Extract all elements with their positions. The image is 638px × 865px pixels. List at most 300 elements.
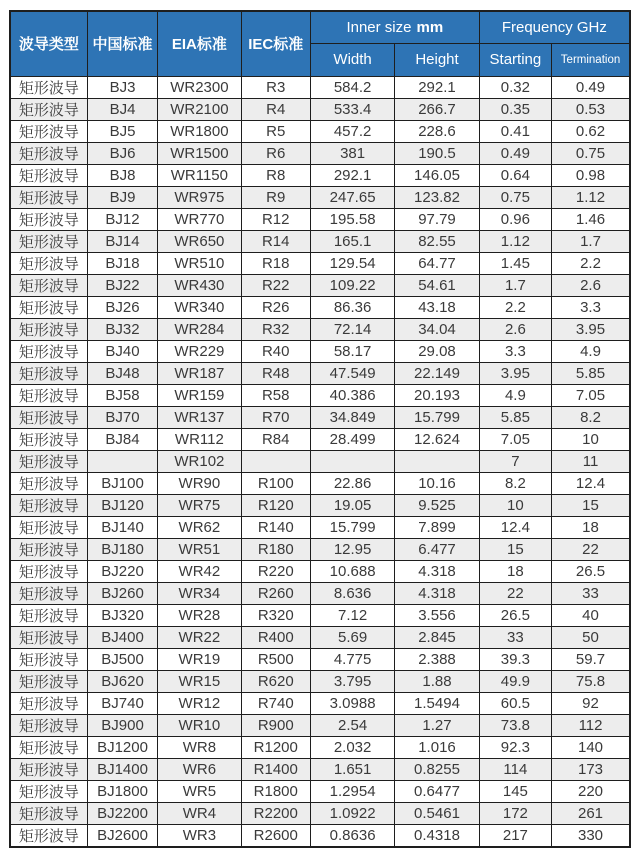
- table-cell: R32: [241, 318, 310, 340]
- table-cell: WR5: [158, 780, 241, 802]
- table-cell: 2.6: [552, 274, 630, 296]
- table-cell: 4.9: [479, 384, 551, 406]
- table-cell: 1.016: [395, 736, 479, 758]
- table-cell: 39.3: [479, 648, 551, 670]
- table-cell: 0.32: [479, 76, 551, 98]
- table-cell: [310, 450, 394, 472]
- table-cell: 145: [479, 780, 551, 802]
- table-cell: 矩形波导: [10, 384, 87, 406]
- table-cell: 59.7: [552, 648, 630, 670]
- table-cell: 7.05: [479, 428, 551, 450]
- table-row: [10, 670, 630, 692]
- table-cell: 2.54: [310, 714, 394, 736]
- table-cell: 114: [479, 758, 551, 780]
- table-cell: R220: [241, 560, 310, 582]
- table-cell: R12: [241, 208, 310, 230]
- table-cell: WR22: [158, 626, 241, 648]
- table-cell: 173: [552, 758, 630, 780]
- table-cell: 3.3: [552, 296, 630, 318]
- table-row: [10, 120, 630, 142]
- table-row: [10, 164, 630, 186]
- table-cell: R40: [241, 340, 310, 362]
- table-cell: 矩形波导: [10, 472, 87, 494]
- table-cell: R14: [241, 230, 310, 252]
- table-cell: 矩形波导: [10, 714, 87, 736]
- table-cell: 10: [479, 494, 551, 516]
- table-cell: BJ84: [87, 428, 157, 450]
- table-cell: BJ6: [87, 142, 157, 164]
- table-cell: 33: [479, 626, 551, 648]
- waveguide-table: [9, 10, 631, 848]
- table-cell: 5.85: [479, 406, 551, 428]
- table-cell: 矩形波导: [10, 802, 87, 824]
- col-header-china-standard: 中国标准: [87, 11, 157, 76]
- table-cell: WR8: [158, 736, 241, 758]
- table-cell: 15.799: [395, 406, 479, 428]
- table-cell: 1.27: [395, 714, 479, 736]
- table-cell: 64.77: [395, 252, 479, 274]
- table-cell: 533.4: [310, 98, 394, 120]
- table-cell: [395, 450, 479, 472]
- table-cell: 1.0922: [310, 802, 394, 824]
- table-cell: 1.2954: [310, 780, 394, 802]
- table-row: [10, 736, 630, 758]
- table-cell: 266.7: [395, 98, 479, 120]
- table-cell: 7: [479, 450, 551, 472]
- table-cell: 60.5: [479, 692, 551, 714]
- table-cell: 18: [479, 560, 551, 582]
- table-cell: 矩形波导: [10, 164, 87, 186]
- table-cell: WR10: [158, 714, 241, 736]
- table-cell: 矩形波导: [10, 538, 87, 560]
- table-cell: 3.0988: [310, 692, 394, 714]
- table-cell: 72.14: [310, 318, 394, 340]
- table-row: [10, 626, 630, 648]
- col-header-starting: Starting: [479, 43, 551, 76]
- table-cell: 矩形波导: [10, 296, 87, 318]
- table-cell: WR3: [158, 824, 241, 847]
- table-cell: 0.49: [552, 76, 630, 98]
- table-cell: WR340: [158, 296, 241, 318]
- table-cell: 381: [310, 142, 394, 164]
- table-cell: WR75: [158, 494, 241, 516]
- table-cell: R18: [241, 252, 310, 274]
- table-row: [10, 428, 630, 450]
- inner-size-label: Inner size: [346, 18, 412, 36]
- table-cell: WR2100: [158, 98, 241, 120]
- table-cell: BJ22: [87, 274, 157, 296]
- table-cell: [87, 450, 157, 472]
- table-cell: 矩形波导: [10, 582, 87, 604]
- table-cell: WR6: [158, 758, 241, 780]
- table-cell: WR42: [158, 560, 241, 582]
- table-cell: 0.53: [552, 98, 630, 120]
- table-cell: 矩形波导: [10, 142, 87, 164]
- table-cell: 220: [552, 780, 630, 802]
- table-row: [10, 142, 630, 164]
- table-cell: 矩形波导: [10, 670, 87, 692]
- table-cell: 22: [479, 582, 551, 604]
- table-cell: 0.75: [552, 142, 630, 164]
- table-cell: R84: [241, 428, 310, 450]
- table-cell: 矩形波导: [10, 230, 87, 252]
- table-cell: BJ58: [87, 384, 157, 406]
- table-cell: 0.64: [479, 164, 551, 186]
- table-cell: 47.549: [310, 362, 394, 384]
- table-cell: WR90: [158, 472, 241, 494]
- table-cell: 40: [552, 604, 630, 626]
- table-cell: 2.845: [395, 626, 479, 648]
- table-cell: 292.1: [310, 164, 394, 186]
- table-cell: 146.05: [395, 164, 479, 186]
- table-cell: WR62: [158, 516, 241, 538]
- table-cell: 190.5: [395, 142, 479, 164]
- table-cell: 228.6: [395, 120, 479, 142]
- table-cell: R180: [241, 538, 310, 560]
- table-cell: 58.17: [310, 340, 394, 362]
- table-row: [10, 604, 630, 626]
- table-cell: 12.624: [395, 428, 479, 450]
- table-cell: 矩形波导: [10, 692, 87, 714]
- table-row: [10, 780, 630, 802]
- table-cell: BJ2600: [87, 824, 157, 847]
- table-cell: 54.61: [395, 274, 479, 296]
- table-cell: BJ740: [87, 692, 157, 714]
- table-cell: 0.4318: [395, 824, 479, 847]
- table-body: [10, 76, 630, 847]
- table-cell: WR2300: [158, 76, 241, 98]
- table-row: [10, 98, 630, 120]
- table-cell: 140: [552, 736, 630, 758]
- table-cell: R1400: [241, 758, 310, 780]
- table-cell: 92: [552, 692, 630, 714]
- table-cell: 矩形波导: [10, 252, 87, 274]
- table-cell: BJ2200: [87, 802, 157, 824]
- table-row: [10, 538, 630, 560]
- table-cell: WR430: [158, 274, 241, 296]
- group-header-inner-size: [310, 11, 479, 43]
- table-cell: BJ70: [87, 406, 157, 428]
- table-cell: WR510: [158, 252, 241, 274]
- table-cell: 矩形波导: [10, 428, 87, 450]
- table-cell: 5.85: [552, 362, 630, 384]
- table-row: [10, 494, 630, 516]
- table-cell: BJ40: [87, 340, 157, 362]
- table-cell: WR1150: [158, 164, 241, 186]
- table-row: [10, 648, 630, 670]
- table-cell: 5.69: [310, 626, 394, 648]
- table-cell: BJ3: [87, 76, 157, 98]
- table-row: [10, 340, 630, 362]
- table-cell: 矩形波导: [10, 318, 87, 340]
- table-cell: 0.5461: [395, 802, 479, 824]
- table-cell: 86.36: [310, 296, 394, 318]
- table-cell: 50: [552, 626, 630, 648]
- table-cell: BJ620: [87, 670, 157, 692]
- table-cell: WR137: [158, 406, 241, 428]
- table-cell: BJ14: [87, 230, 157, 252]
- table-row: [10, 824, 630, 847]
- table-row: [10, 714, 630, 736]
- table-cell: 1.12: [479, 230, 551, 252]
- table-cell: R740: [241, 692, 310, 714]
- table-cell: R5: [241, 120, 310, 142]
- table-cell: 10: [552, 428, 630, 450]
- table-cell: 1.88: [395, 670, 479, 692]
- table-cell: 0.35: [479, 98, 551, 120]
- table-cell: R260: [241, 582, 310, 604]
- table-row: [10, 692, 630, 714]
- table-cell: 1.45: [479, 252, 551, 274]
- table-cell: BJ8: [87, 164, 157, 186]
- table-cell: 矩形波导: [10, 824, 87, 847]
- table-cell: 9.525: [395, 494, 479, 516]
- table-cell: 584.2: [310, 76, 394, 98]
- table-cell: WR34: [158, 582, 241, 604]
- table-cell: BJ1800: [87, 780, 157, 802]
- table-cell: WR229: [158, 340, 241, 362]
- table-cell: 165.1: [310, 230, 394, 252]
- table-cell: BJ1400: [87, 758, 157, 780]
- table-row: [10, 802, 630, 824]
- table-cell: 0.6477: [395, 780, 479, 802]
- table-cell: 0.75: [479, 186, 551, 208]
- table-cell: 7.12: [310, 604, 394, 626]
- table-cell: WR1800: [158, 120, 241, 142]
- table-cell: BJ260: [87, 582, 157, 604]
- table-cell: 26.5: [552, 560, 630, 582]
- table-cell: 3.95: [479, 362, 551, 384]
- table-cell: 217: [479, 824, 551, 847]
- table-cell: 4.318: [395, 582, 479, 604]
- table-row: [10, 230, 630, 252]
- table-cell: WR51: [158, 538, 241, 560]
- table-row: [10, 406, 630, 428]
- table-cell: WR1500: [158, 142, 241, 164]
- table-cell: 7.899: [395, 516, 479, 538]
- table-cell: 20.193: [395, 384, 479, 406]
- table-cell: 矩形波导: [10, 626, 87, 648]
- table-cell: 75.8: [552, 670, 630, 692]
- table-cell: 28.499: [310, 428, 394, 450]
- table-cell: BJ4: [87, 98, 157, 120]
- table-cell: 19.05: [310, 494, 394, 516]
- col-header-iec-standard: IEC标准: [241, 11, 310, 76]
- table-cell: 15.799: [310, 516, 394, 538]
- table-cell: 172: [479, 802, 551, 824]
- table-cell: R900: [241, 714, 310, 736]
- table-cell: 3.556: [395, 604, 479, 626]
- table-cell: 10.688: [310, 560, 394, 582]
- col-header-width: Width: [310, 43, 394, 76]
- table-cell: 6.477: [395, 538, 479, 560]
- table-cell: WR187: [158, 362, 241, 384]
- table-cell: 4.775: [310, 648, 394, 670]
- table-cell: 22.149: [395, 362, 479, 384]
- table-cell: 1.7: [479, 274, 551, 296]
- table-cell: 29.08: [395, 340, 479, 362]
- table-cell: 0.8255: [395, 758, 479, 780]
- table-cell: 矩形波导: [10, 340, 87, 362]
- table-row: [10, 472, 630, 494]
- table-cell: 112: [552, 714, 630, 736]
- table-cell: 261: [552, 802, 630, 824]
- table-cell: 0.96: [479, 208, 551, 230]
- table-cell: 矩形波导: [10, 120, 87, 142]
- table-cell: R1800: [241, 780, 310, 802]
- table-cell: 97.79: [395, 208, 479, 230]
- table-row: [10, 296, 630, 318]
- col-header-eia-standard: EIA标准: [158, 11, 241, 76]
- table-cell: 0.8636: [310, 824, 394, 847]
- table-cell: 矩形波导: [10, 406, 87, 428]
- table-cell: 457.2: [310, 120, 394, 142]
- table-cell: BJ18: [87, 252, 157, 274]
- table-cell: 3.795: [310, 670, 394, 692]
- table-cell: R26: [241, 296, 310, 318]
- table-cell: 1.7: [552, 230, 630, 252]
- table-cell: 73.8: [479, 714, 551, 736]
- table-cell: 292.1: [395, 76, 479, 98]
- table-row: [10, 450, 630, 472]
- table-cell: BJ220: [87, 560, 157, 582]
- table-cell: 82.55: [395, 230, 479, 252]
- table-cell: 2.032: [310, 736, 394, 758]
- table-row: [10, 186, 630, 208]
- table-cell: R8: [241, 164, 310, 186]
- table-cell: 4.9: [552, 340, 630, 362]
- table-cell: 矩形波导: [10, 780, 87, 802]
- table-cell: 2.2: [552, 252, 630, 274]
- group-header-frequency: Frequency GHz: [479, 11, 630, 43]
- table-cell: 8.2: [552, 406, 630, 428]
- table-cell: 40.386: [310, 384, 394, 406]
- table-cell: 129.54: [310, 252, 394, 274]
- col-header-waveguide-type: 波导类型: [10, 11, 87, 76]
- table-row: [10, 76, 630, 98]
- table-row: [10, 208, 630, 230]
- table-cell: R320: [241, 604, 310, 626]
- table-cell: 2.6: [479, 318, 551, 340]
- table-cell: 34.849: [310, 406, 394, 428]
- table-cell: 7.05: [552, 384, 630, 406]
- table-cell: R22: [241, 274, 310, 296]
- col-header-height: Height: [395, 43, 479, 76]
- table-cell: 4.318: [395, 560, 479, 582]
- table-cell: 43.18: [395, 296, 479, 318]
- table-row: [10, 252, 630, 274]
- table-cell: 矩形波导: [10, 604, 87, 626]
- table-cell: R120: [241, 494, 310, 516]
- table-cell: 33: [552, 582, 630, 604]
- table-row: [10, 362, 630, 384]
- table-row: [10, 582, 630, 604]
- table-cell: 12.4: [479, 516, 551, 538]
- table-cell: R4: [241, 98, 310, 120]
- table-cell: 109.22: [310, 274, 394, 296]
- table-cell: 92.3: [479, 736, 551, 758]
- table-cell: R9: [241, 186, 310, 208]
- table-cell: 34.04: [395, 318, 479, 340]
- table-cell: BJ140: [87, 516, 157, 538]
- table-cell: 0.49: [479, 142, 551, 164]
- table-cell: 1.5494: [395, 692, 479, 714]
- table-cell: 矩形波导: [10, 560, 87, 582]
- table-cell: 49.9: [479, 670, 551, 692]
- table-cell: 123.82: [395, 186, 479, 208]
- table-cell: WR770: [158, 208, 241, 230]
- table-row: [10, 384, 630, 406]
- table-cell: 22: [552, 538, 630, 560]
- table-cell: 矩形波导: [10, 736, 87, 758]
- table-row: [10, 758, 630, 780]
- table-row: [10, 318, 630, 340]
- table-row: [10, 274, 630, 296]
- table-cell: WR159: [158, 384, 241, 406]
- table-cell: BJ180: [87, 538, 157, 560]
- table-cell: 8.2: [479, 472, 551, 494]
- table-cell: 26.5: [479, 604, 551, 626]
- table-cell: WR19: [158, 648, 241, 670]
- table-cell: WR15: [158, 670, 241, 692]
- table-cell: 矩形波导: [10, 76, 87, 98]
- table-cell: 0.62: [552, 120, 630, 142]
- table-cell: BJ100: [87, 472, 157, 494]
- table-cell: R140: [241, 516, 310, 538]
- table-cell: R6: [241, 142, 310, 164]
- table-cell: WR284: [158, 318, 241, 340]
- table-cell: WR975: [158, 186, 241, 208]
- table-row: [10, 560, 630, 582]
- table-cell: 1.651: [310, 758, 394, 780]
- table-cell: R48: [241, 362, 310, 384]
- table-cell: BJ400: [87, 626, 157, 648]
- table-cell: 矩形波导: [10, 516, 87, 538]
- table-cell: 矩形波导: [10, 450, 87, 472]
- table-cell: BJ5: [87, 120, 157, 142]
- table-cell: BJ48: [87, 362, 157, 384]
- table-cell: BJ9: [87, 186, 157, 208]
- table-cell: WR12: [158, 692, 241, 714]
- table-cell: 15: [552, 494, 630, 516]
- table-cell: WR650: [158, 230, 241, 252]
- table-cell: 矩形波导: [10, 274, 87, 296]
- table-cell: BJ12: [87, 208, 157, 230]
- table-cell: [241, 450, 310, 472]
- table-cell: 330: [552, 824, 630, 847]
- table-cell: 1.12: [552, 186, 630, 208]
- table-cell: 8.636: [310, 582, 394, 604]
- table-cell: 11: [552, 450, 630, 472]
- table-cell: 1.46: [552, 208, 630, 230]
- table-row: [10, 516, 630, 538]
- table-cell: R2600: [241, 824, 310, 847]
- table-cell: 矩形波导: [10, 208, 87, 230]
- table-cell: 0.98: [552, 164, 630, 186]
- table-cell: R1200: [241, 736, 310, 758]
- col-header-termination: Termination: [552, 43, 630, 76]
- table-cell: BJ900: [87, 714, 157, 736]
- table-cell: WR102: [158, 450, 241, 472]
- table-cell: WR112: [158, 428, 241, 450]
- table-cell: BJ26: [87, 296, 157, 318]
- table-cell: 矩形波导: [10, 758, 87, 780]
- waveguide-table-container: [9, 10, 631, 848]
- table-cell: 矩形波导: [10, 648, 87, 670]
- table-cell: WR4: [158, 802, 241, 824]
- table-cell: WR28: [158, 604, 241, 626]
- table-cell: 矩形波导: [10, 362, 87, 384]
